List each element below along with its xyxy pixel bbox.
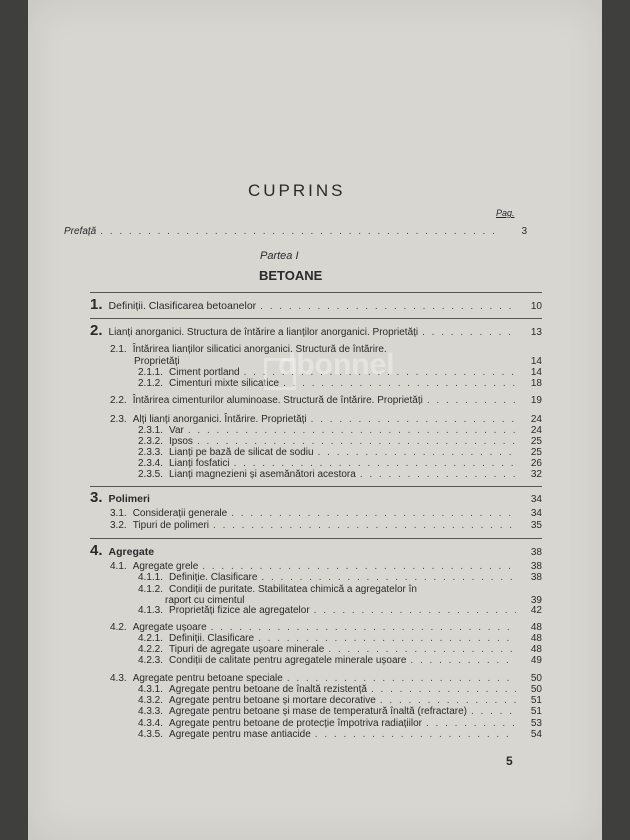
toc-entry-title: Agregate xyxy=(108,546,155,558)
toc-page-number: 26 xyxy=(530,458,542,469)
section-number: 4.3. xyxy=(110,673,127,684)
toc-entry-title: Ciment portland xyxy=(169,367,240,378)
toc-page-number: 18 xyxy=(530,378,542,389)
toc-entry-title: Lianți pe bază de silicat de sodiu xyxy=(169,447,314,458)
toc-entry-2-2[interactable] xyxy=(110,395,542,406)
toc-entry-2-3-5[interactable] xyxy=(138,469,542,480)
toc-page-number: 25 xyxy=(530,436,542,447)
toc-page-number: 32 xyxy=(530,469,542,480)
section-number: 2.3. xyxy=(110,414,127,425)
toc-entry-title: Prefață xyxy=(64,226,97,237)
page-folio: 5 xyxy=(506,754,513,768)
toc-entry-title: Polimeri xyxy=(108,493,150,505)
section-number: 3.1. xyxy=(110,508,127,519)
leader-dots xyxy=(258,633,516,644)
toc-chapter-3[interactable] xyxy=(90,489,542,506)
toc-entry-3-1[interactable] xyxy=(110,508,542,519)
toc-page-number: 14 xyxy=(530,356,542,367)
toc-page-number: 34 xyxy=(530,494,542,505)
leader-dots xyxy=(287,673,516,684)
toc-entry-title: Agregate pentru betoane și mortare decorative xyxy=(169,695,376,706)
leader-dots xyxy=(410,655,516,666)
section-number: 4.2. xyxy=(110,622,127,633)
leader-dots xyxy=(197,436,516,447)
toc-entry-2-3-4[interactable] xyxy=(138,458,542,469)
section-number: 4.3.4. xyxy=(138,718,164,729)
toc-entry-title: Condiții de calitate pentru agregatele minerale ușoare xyxy=(169,655,407,666)
section-number: 3.2. xyxy=(110,520,127,531)
chapter-number: 3. xyxy=(90,489,103,506)
leader-dots xyxy=(311,414,516,425)
leader-dots xyxy=(100,226,501,237)
toc-entry-continuation: raport cu cimentul xyxy=(165,595,245,606)
toc-entry-2-3-2[interactable] xyxy=(138,436,542,447)
section-number: 2.3.3. xyxy=(138,447,164,458)
toc-page-number: 50 xyxy=(530,673,542,684)
chapter-number: 2. xyxy=(90,322,103,339)
section-number: 4.1.3. xyxy=(138,605,164,616)
leader-dots xyxy=(427,395,516,406)
toc-entry-title: Definiție. Clasificare xyxy=(169,572,258,583)
section-number: 4.3.5. xyxy=(138,729,164,740)
leader-dots xyxy=(318,447,516,458)
toc-entry-title: Tipuri de agregate ușoare minerale xyxy=(169,644,325,655)
leader-dots xyxy=(231,508,516,519)
chapter-divider xyxy=(90,292,542,293)
leader-dots xyxy=(471,706,516,717)
toc-entry-2-3-3[interactable] xyxy=(138,447,542,458)
toc-entry-title: Ipsos xyxy=(169,436,193,447)
toc-entry-title: Lianți magnezieni și asemănători acestora xyxy=(169,469,356,480)
page-column-label: Pag. xyxy=(496,208,515,218)
leader-dots xyxy=(261,572,516,583)
leader-dots xyxy=(234,458,516,469)
section-number: 2.1.1. xyxy=(138,367,164,378)
section-number: 2.1.2. xyxy=(138,378,164,389)
toc-page-number: 54 xyxy=(530,729,542,740)
toc-entry-4-3-1[interactable] xyxy=(138,684,542,695)
toc-page-number: 3 xyxy=(521,226,527,237)
book-page xyxy=(28,0,602,840)
toc-chapter-2[interactable] xyxy=(90,322,542,339)
section-number: 2.3.4. xyxy=(138,458,164,469)
toc-entry-4-1-2[interactable] xyxy=(138,584,542,595)
toc-entry-title: Lianți fosfatici xyxy=(169,458,230,469)
leader-dots xyxy=(314,605,516,616)
toc-page-number: 39 xyxy=(530,595,542,606)
toc-entry-title: Tipuri de polimeri xyxy=(132,520,210,531)
toc-page-number: 25 xyxy=(530,447,542,458)
leader-dots xyxy=(328,644,516,655)
section-number: 4.2.3. xyxy=(138,655,164,666)
toc-page-number: 38 xyxy=(530,561,542,572)
toc-entry-4-3-2[interactable] xyxy=(138,695,542,706)
chapter-divider xyxy=(90,318,542,319)
toc-chapter-1[interactable] xyxy=(90,296,542,313)
toc-entry-4-3-3[interactable] xyxy=(138,706,542,717)
toc-entry-title: Lianți anorganici. Structura de întărire a lianților anorganici. Proprietăți xyxy=(108,327,419,338)
toc-entry-4-3[interactable] xyxy=(110,673,542,684)
toc-page-number: 48 xyxy=(530,644,542,655)
section-title: BETOANE xyxy=(259,268,323,283)
toc-entry-title: Definiții. Clasificarea betoanelor xyxy=(108,300,257,312)
chapter-divider xyxy=(90,486,542,487)
toc-page-number: 49 xyxy=(530,655,542,666)
chapter-number: 4. xyxy=(90,542,103,559)
toc-page-number: 50 xyxy=(530,684,542,695)
toc-entry-title: Agregate pentru mase antiacide xyxy=(169,729,311,740)
toc-page-number: 24 xyxy=(530,425,542,436)
toc-entry-4-3-4[interactable] xyxy=(138,718,542,729)
leader-dots xyxy=(426,718,516,729)
toc-entry-title: Agregate pentru betoane de protecție împotriva radiațiilor xyxy=(169,718,422,729)
toc-entry-title: Condiții de puritate. Stabilitatea chimică a agregatelor în xyxy=(169,584,417,595)
leader-dots xyxy=(260,301,516,312)
leader-dots xyxy=(371,684,516,695)
toc-page-number: 48 xyxy=(530,633,542,644)
toc-entry-4-2-2[interactable] xyxy=(138,644,542,655)
section-number: 2.2. xyxy=(110,395,127,406)
section-number: 4.3.3. xyxy=(138,706,164,717)
toc-entry-4-3-5[interactable] xyxy=(138,729,542,740)
toc-entry-title: Agregate pentru betoane și mase de temperatură înaltă (refractare) xyxy=(169,706,467,717)
toc-entry-title: Alți lianți anorganici. Întărire. Proprietăți xyxy=(132,414,307,425)
chapter-divider xyxy=(90,538,542,539)
toc-page-number: 48 xyxy=(530,622,542,633)
toc-entry-2-3[interactable] xyxy=(110,414,542,425)
toc-chapter-4[interactable] xyxy=(90,542,542,559)
toc-entry-title: Agregate pentru betoane de înaltă rezistență xyxy=(169,684,367,695)
section-number: 4.2.2. xyxy=(138,644,164,655)
toc-entry-title: Proprietăți fizice ale agregatelor xyxy=(169,605,310,616)
toc-entry-title: Întărirea cimenturilor aluminoase. Structură de întărire. Proprietăți xyxy=(132,395,423,406)
leader-dots xyxy=(315,729,516,740)
toc-page-number: 38 xyxy=(530,572,542,583)
chapter-number: 1. xyxy=(90,296,103,313)
toc-entry-continuation: Proprietăți xyxy=(134,356,180,367)
toc-page-number: 35 xyxy=(530,520,542,531)
toc-entry-4-2-1[interactable] xyxy=(138,633,542,644)
toc-page-number: 51 xyxy=(530,695,542,706)
watermark: dbonnel xyxy=(278,348,395,381)
page-title: CUPRINS xyxy=(248,181,346,200)
leader-dots xyxy=(360,469,516,480)
section-number: 2.1. xyxy=(110,344,127,355)
toc-entry-4-2[interactable] xyxy=(110,622,542,633)
toc-entry-title: Agregate pentru betoane speciale xyxy=(132,673,283,684)
section-number: 4.1.2. xyxy=(138,584,164,595)
toc-entry-4-1-1[interactable] xyxy=(138,572,542,583)
toc-entry-2-3-1[interactable] xyxy=(138,425,542,436)
section-number: 4.3.2. xyxy=(138,695,164,706)
toc-page-number: 24 xyxy=(530,414,542,425)
toc-entry-4-2-3[interactable] xyxy=(138,655,542,666)
section-number: 4.2.1. xyxy=(138,633,164,644)
toc-entry-title: Definiții. Clasificare xyxy=(169,633,255,644)
leader-dots xyxy=(211,622,516,633)
toc-entry-title: Agregate ușoare xyxy=(132,622,207,633)
toc-entry-title: Agregate grele xyxy=(132,561,199,572)
section-number: 4.1.1. xyxy=(138,572,164,583)
leader-dots xyxy=(422,327,516,338)
toc-page-number: 10 xyxy=(530,301,542,312)
toc-entry-4-1-3[interactable] xyxy=(138,605,542,616)
toc-page-number: 38 xyxy=(530,547,542,558)
section-number: 2.3.1. xyxy=(138,425,164,436)
toc-entry-4-1[interactable] xyxy=(110,561,542,572)
toc-entry-title: Considerații generale xyxy=(132,508,228,519)
leader-dots xyxy=(188,425,516,436)
section-number: 2.3.2. xyxy=(138,436,164,447)
toc-page-number: 34 xyxy=(530,508,542,519)
leader-dots xyxy=(380,695,516,706)
toc-entry-title: Var xyxy=(169,425,184,436)
toc-entry-title: Întărirea lianților silicatici anorganici. Structură de întărire. xyxy=(132,344,387,355)
toc-page-number: 42 xyxy=(530,605,542,616)
toc-entry-prefata[interactable] xyxy=(64,226,527,237)
part-label: Partea I xyxy=(260,250,299,262)
section-number: 4.1. xyxy=(110,561,127,572)
toc-page-number: 13 xyxy=(530,327,542,338)
section-number: 4.3.1. xyxy=(138,684,164,695)
leader-dots xyxy=(213,520,516,531)
toc-entry-3-2[interactable] xyxy=(110,520,542,531)
toc-page-number: 53 xyxy=(530,718,542,729)
toc-page-number: 14 xyxy=(530,367,542,378)
section-number: 2.3.5. xyxy=(138,469,164,480)
toc-page-number: 51 xyxy=(530,706,542,717)
toc-page-number: 19 xyxy=(530,395,542,406)
leader-dots xyxy=(202,561,516,572)
toc-entry-title: Cimenturi mixte silicatice xyxy=(169,378,280,389)
